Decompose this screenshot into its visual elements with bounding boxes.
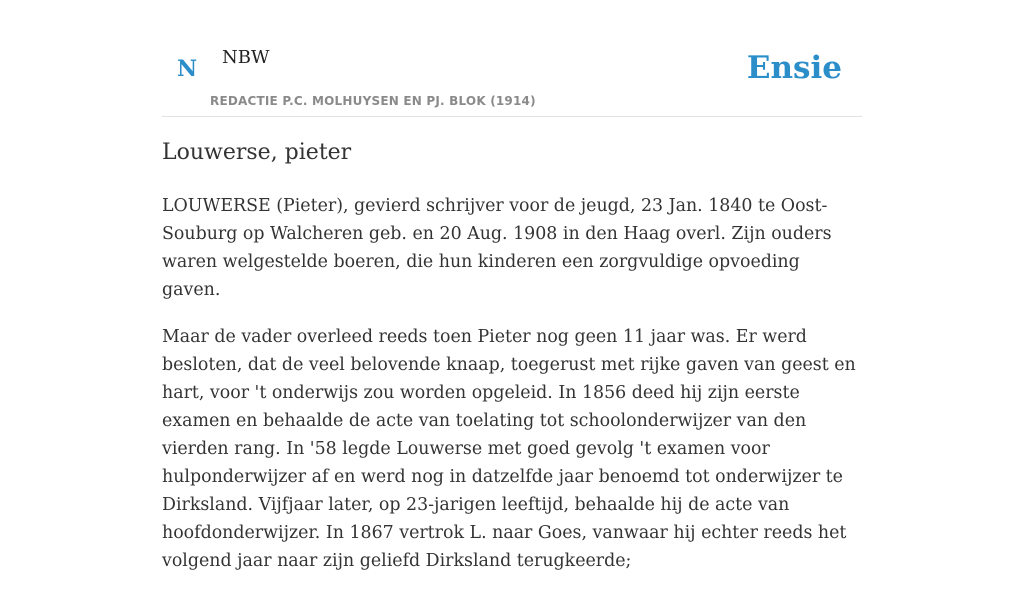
source-name[interactable]: NBW: [222, 47, 270, 68]
article-body: [162, 192, 862, 594]
source-logo[interactable]: N: [177, 56, 198, 82]
source-subtitle: REDACTIE P.C. MOLHUYSEN EN PJ. BLOK (1914): [210, 94, 536, 108]
ensie-logo-link[interactable]: Ensie: [746, 50, 842, 86]
source-header: [162, 0, 862, 117]
article-paragraph: Maar de vader overleed reeds toen Pieter nog geen 11 jaar was. Er werd besloten, dat de veel belovende knaap, toegerust met rijke gaven van geest en hart, voor 't onderwijs zou worden opgeleid. In 1856 deed hij zijn eerste examen en behaalde de acte van toelating tot schoolonderwijzer van den vierden rang. In '58 legde Louwerse met goed gevolg 't examen voor hulponderwijzer af en werd nog in datzelfde jaar benoemd tot onderwijzer te Dirksland. Vijfjaar later, op 23-jarigen leeftijd, behaalde hij de acte van hoofdonderwijzer. In 1867 vertrok L. naar Goes, vanwaar hij echter reeds het volgend jaar naar zijn geliefd Dirksland terugkeerde;: [162, 327, 856, 571]
article-paragraph: LOUWERSE (Pieter), gevierd schrijver voor de jeugd, 23 Jan. 1840 te Oost-Souburg op Walcheren geb. en 20 Aug. 1908 in den Haag overl. Zijn ouders waren welgestelde boeren, die hun kinderen een zorgvuldige opvoeding gaven.: [162, 196, 832, 300]
article-title: Louwerse, pieter: [162, 140, 352, 165]
